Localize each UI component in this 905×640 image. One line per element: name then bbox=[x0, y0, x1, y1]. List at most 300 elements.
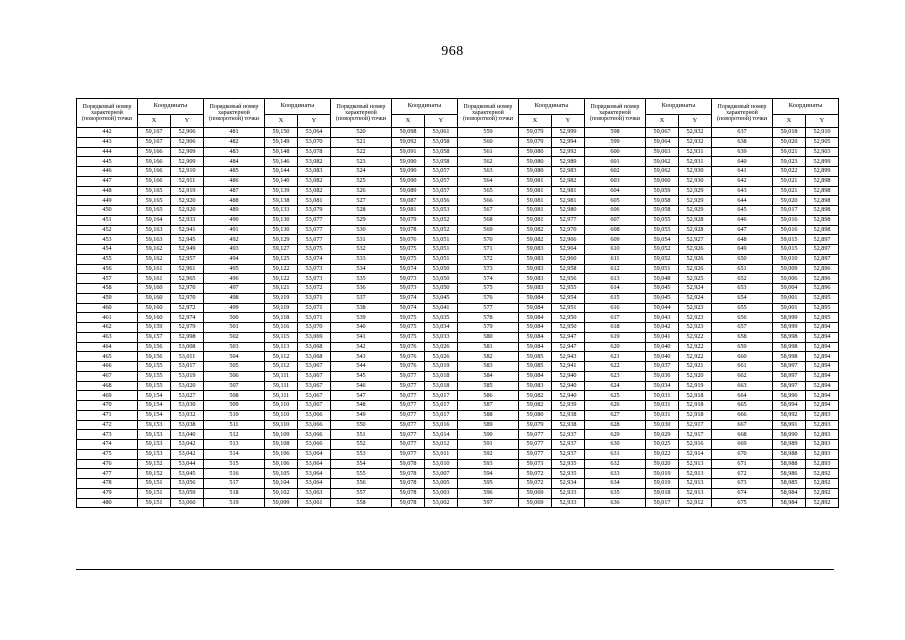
table-bottom-rule bbox=[76, 569, 834, 570]
table-row bbox=[77, 381, 839, 391]
y-cell: 53,050 bbox=[425, 284, 458, 294]
x-cell: 59,155 bbox=[138, 362, 171, 372]
x-cell: 59,130 bbox=[265, 215, 298, 225]
point-number-cell: 458 bbox=[77, 284, 138, 294]
point-number-cell: 491 bbox=[204, 225, 265, 235]
point-number-cell: 635 bbox=[585, 488, 646, 498]
x-cell: 59,116 bbox=[265, 323, 298, 333]
x-cell: 59,144 bbox=[265, 167, 298, 177]
point-number-cell: 656 bbox=[712, 313, 773, 323]
point-number-cell: 506 bbox=[204, 371, 265, 381]
point-number-cell: 467 bbox=[77, 371, 138, 381]
y-cell: 52,935 bbox=[552, 469, 585, 479]
y-cell: 52,894 bbox=[806, 342, 839, 352]
table-row bbox=[77, 410, 839, 420]
y-cell: 53,082 bbox=[298, 186, 331, 196]
table-row bbox=[77, 469, 839, 479]
point-number-cell: 636 bbox=[585, 498, 646, 508]
point-number-cell: 640 bbox=[712, 157, 773, 167]
point-number-cell: 595 bbox=[458, 479, 519, 489]
x-cell: 59,105 bbox=[265, 469, 298, 479]
x-cell: 59,077 bbox=[392, 430, 425, 440]
x-cell: 58,998 bbox=[773, 352, 806, 362]
table-header bbox=[77, 99, 839, 128]
x-cell: 59,092 bbox=[392, 137, 425, 147]
point-number-cell: 585 bbox=[458, 381, 519, 391]
y-cell: 52,951 bbox=[552, 303, 585, 313]
point-number-cell: 594 bbox=[458, 469, 519, 479]
header-coordinates: Координаты bbox=[392, 99, 458, 115]
point-number-cell: 621 bbox=[585, 352, 646, 362]
x-cell: 59,036 bbox=[646, 371, 679, 381]
point-number-cell: 626 bbox=[585, 401, 646, 411]
x-cell: 58,994 bbox=[773, 401, 806, 411]
y-cell: 53,071 bbox=[298, 313, 331, 323]
x-cell: 59,160 bbox=[138, 313, 171, 323]
x-cell: 58,984 bbox=[773, 488, 806, 498]
point-number-cell: 552 bbox=[331, 440, 392, 450]
x-cell: 58,991 bbox=[773, 420, 806, 430]
point-number-cell: 667 bbox=[712, 420, 773, 430]
y-cell: 52,964 bbox=[552, 245, 585, 255]
x-cell: 59,082 bbox=[519, 401, 552, 411]
y-cell: 52,913 bbox=[679, 469, 712, 479]
x-cell: 59,157 bbox=[138, 332, 171, 342]
x-cell: 59,075 bbox=[392, 332, 425, 342]
point-number-cell: 451 bbox=[77, 215, 138, 225]
x-cell: 59,048 bbox=[646, 274, 679, 284]
point-number-cell: 488 bbox=[204, 196, 265, 206]
x-cell: 59,111 bbox=[265, 371, 298, 381]
y-cell: 53,069 bbox=[298, 332, 331, 342]
x-cell: 59,113 bbox=[265, 342, 298, 352]
x-cell: 59,077 bbox=[519, 440, 552, 450]
point-number-cell: 588 bbox=[458, 410, 519, 420]
y-cell: 53,073 bbox=[298, 274, 331, 284]
y-cell: 52,919 bbox=[171, 186, 204, 196]
y-cell: 52,905 bbox=[806, 137, 839, 147]
table-row bbox=[77, 371, 839, 381]
table-row bbox=[77, 254, 839, 264]
point-number-cell: 605 bbox=[585, 196, 646, 206]
y-cell: 53,081 bbox=[298, 196, 331, 206]
y-cell: 53,058 bbox=[425, 157, 458, 167]
x-cell: 59,075 bbox=[392, 245, 425, 255]
y-cell: 53,067 bbox=[298, 371, 331, 381]
y-cell: 52,898 bbox=[806, 176, 839, 186]
y-cell: 52,894 bbox=[806, 391, 839, 401]
point-number-cell: 639 bbox=[712, 147, 773, 157]
y-cell: 53,051 bbox=[425, 245, 458, 255]
point-number-cell: 654 bbox=[712, 293, 773, 303]
y-cell: 52,921 bbox=[679, 362, 712, 372]
point-number-cell: 662 bbox=[712, 371, 773, 381]
point-number-cell: 449 bbox=[77, 196, 138, 206]
point-number-cell: 542 bbox=[331, 342, 392, 352]
x-cell: 59,077 bbox=[392, 410, 425, 420]
y-cell: 52,922 bbox=[679, 342, 712, 352]
point-number-cell: 614 bbox=[585, 284, 646, 294]
y-cell: 53,082 bbox=[298, 176, 331, 186]
point-number-cell: 518 bbox=[204, 488, 265, 498]
x-cell: 59,075 bbox=[392, 254, 425, 264]
point-number-cell: 450 bbox=[77, 206, 138, 216]
point-number-cell: 617 bbox=[585, 313, 646, 323]
header-y: Y bbox=[552, 115, 585, 128]
x-cell: 59,078 bbox=[392, 479, 425, 489]
y-cell: 53,052 bbox=[425, 225, 458, 235]
point-number-cell: 547 bbox=[331, 391, 392, 401]
y-cell: 52,893 bbox=[806, 430, 839, 440]
point-number-cell: 630 bbox=[585, 440, 646, 450]
x-cell: 59,146 bbox=[265, 157, 298, 167]
x-cell: 59,010 bbox=[773, 254, 806, 264]
y-cell: 53,071 bbox=[298, 293, 331, 303]
x-cell: 59,018 bbox=[773, 128, 806, 138]
table-row bbox=[77, 186, 839, 196]
header-x: X bbox=[265, 115, 298, 128]
y-cell: 53,017 bbox=[171, 362, 204, 372]
y-cell: 52,925 bbox=[679, 274, 712, 284]
x-cell: 59,019 bbox=[646, 479, 679, 489]
x-cell: 59,139 bbox=[265, 186, 298, 196]
x-cell: 59,001 bbox=[773, 303, 806, 313]
y-cell: 52,998 bbox=[171, 332, 204, 342]
y-cell: 52,957 bbox=[171, 254, 204, 264]
y-cell: 52,892 bbox=[806, 479, 839, 489]
y-cell: 53,050 bbox=[425, 264, 458, 274]
point-number-cell: 515 bbox=[204, 459, 265, 469]
y-cell: 52,933 bbox=[552, 488, 585, 498]
point-number-cell: 524 bbox=[331, 167, 392, 177]
y-cell: 53,032 bbox=[171, 410, 204, 420]
x-cell: 59,119 bbox=[265, 303, 298, 313]
x-cell: 59,162 bbox=[138, 245, 171, 255]
y-cell: 53,064 bbox=[298, 479, 331, 489]
x-cell: 59,149 bbox=[265, 137, 298, 147]
y-cell: 52,922 bbox=[679, 332, 712, 342]
y-cell: 52,920 bbox=[171, 206, 204, 216]
x-cell: 59,083 bbox=[519, 254, 552, 264]
y-cell: 52,947 bbox=[552, 342, 585, 352]
y-cell: 53,014 bbox=[425, 430, 458, 440]
y-cell: 52,923 bbox=[679, 303, 712, 313]
x-cell: 59,166 bbox=[138, 157, 171, 167]
y-cell: 52,897 bbox=[806, 254, 839, 264]
y-cell: 52,926 bbox=[679, 264, 712, 274]
header-coordinates: Координаты bbox=[265, 99, 331, 115]
x-cell: 59,077 bbox=[392, 449, 425, 459]
point-number-cell: 478 bbox=[77, 479, 138, 489]
header-coordinates: Координаты bbox=[773, 99, 839, 115]
x-cell: 59,159 bbox=[138, 323, 171, 333]
point-number-cell: 592 bbox=[458, 449, 519, 459]
y-cell: 52,932 bbox=[679, 128, 712, 138]
point-number-cell: 583 bbox=[458, 362, 519, 372]
point-number-cell: 644 bbox=[712, 196, 773, 206]
x-cell: 58,997 bbox=[773, 371, 806, 381]
point-number-cell: 569 bbox=[458, 225, 519, 235]
y-cell: 53,077 bbox=[298, 215, 331, 225]
y-cell: 52,897 bbox=[806, 235, 839, 245]
point-number-cell: 507 bbox=[204, 381, 265, 391]
point-number-cell: 670 bbox=[712, 449, 773, 459]
x-cell: 59,125 bbox=[265, 254, 298, 264]
y-cell: 52,919 bbox=[679, 381, 712, 391]
y-cell: 52,922 bbox=[679, 352, 712, 362]
point-number-cell: 529 bbox=[331, 215, 392, 225]
x-cell: 59,140 bbox=[265, 176, 298, 186]
x-cell: 59,153 bbox=[138, 440, 171, 450]
y-cell: 53,060 bbox=[171, 498, 204, 508]
x-cell: 59,087 bbox=[392, 196, 425, 206]
header-x: X bbox=[392, 115, 425, 128]
point-number-cell: 577 bbox=[458, 303, 519, 313]
x-cell: 59,162 bbox=[138, 254, 171, 264]
point-number-cell: 485 bbox=[204, 167, 265, 177]
y-cell: 53,008 bbox=[171, 342, 204, 352]
y-cell: 53,012 bbox=[425, 440, 458, 450]
y-cell: 53,077 bbox=[298, 225, 331, 235]
point-number-cell: 517 bbox=[204, 479, 265, 489]
x-cell: 59,119 bbox=[265, 293, 298, 303]
x-cell: 59,166 bbox=[138, 147, 171, 157]
y-cell: 52,894 bbox=[806, 362, 839, 372]
x-cell: 59,041 bbox=[646, 332, 679, 342]
x-cell: 59,118 bbox=[265, 313, 298, 323]
table-row bbox=[77, 303, 839, 313]
point-number-cell: 565 bbox=[458, 186, 519, 196]
y-cell: 52,931 bbox=[679, 157, 712, 167]
x-cell: 59,031 bbox=[646, 410, 679, 420]
x-cell: 59,102 bbox=[265, 488, 298, 498]
x-cell: 59,022 bbox=[646, 449, 679, 459]
y-cell: 52,909 bbox=[171, 147, 204, 157]
x-cell: 59,106 bbox=[265, 449, 298, 459]
y-cell: 52,917 bbox=[679, 420, 712, 430]
point-number-cell: 520 bbox=[331, 128, 392, 138]
x-cell: 59,161 bbox=[138, 274, 171, 284]
point-number-cell: 665 bbox=[712, 401, 773, 411]
y-cell: 53,057 bbox=[425, 167, 458, 177]
x-cell: 59,079 bbox=[519, 420, 552, 430]
x-cell: 59,160 bbox=[138, 293, 171, 303]
table-row bbox=[77, 245, 839, 255]
x-cell: 59,084 bbox=[519, 371, 552, 381]
y-cell: 53,040 bbox=[171, 430, 204, 440]
point-number-cell: 598 bbox=[585, 128, 646, 138]
point-number-cell: 521 bbox=[331, 137, 392, 147]
point-number-cell: 641 bbox=[712, 167, 773, 177]
x-cell: 59,023 bbox=[773, 157, 806, 167]
point-number-cell: 597 bbox=[458, 498, 519, 508]
y-cell: 53,059 bbox=[171, 488, 204, 498]
y-cell: 52,892 bbox=[806, 469, 839, 479]
y-cell: 53,067 bbox=[298, 362, 331, 372]
point-number-cell: 601 bbox=[585, 157, 646, 167]
point-number-cell: 540 bbox=[331, 323, 392, 333]
table-row bbox=[77, 391, 839, 401]
point-number-cell: 509 bbox=[204, 401, 265, 411]
x-cell: 59,052 bbox=[646, 245, 679, 255]
x-cell: 59,130 bbox=[265, 225, 298, 235]
point-number-cell: 562 bbox=[458, 157, 519, 167]
table-row bbox=[77, 498, 839, 508]
x-cell: 59,160 bbox=[138, 303, 171, 313]
y-cell: 52,999 bbox=[552, 128, 585, 138]
y-cell: 53,020 bbox=[171, 381, 204, 391]
x-cell: 59,110 bbox=[265, 420, 298, 430]
header-x: X bbox=[138, 115, 171, 128]
table-row bbox=[77, 352, 839, 362]
y-cell: 53,067 bbox=[298, 391, 331, 401]
point-number-cell: 573 bbox=[458, 264, 519, 274]
y-cell: 53,045 bbox=[425, 293, 458, 303]
y-cell: 53,068 bbox=[298, 342, 331, 352]
y-cell: 53,027 bbox=[171, 391, 204, 401]
y-cell: 53,018 bbox=[425, 381, 458, 391]
x-cell: 59,166 bbox=[138, 167, 171, 177]
point-number-cell: 658 bbox=[712, 332, 773, 342]
y-cell: 52,954 bbox=[552, 293, 585, 303]
point-number-cell: 462 bbox=[77, 323, 138, 333]
point-number-cell: 615 bbox=[585, 293, 646, 303]
point-number-cell: 523 bbox=[331, 157, 392, 167]
point-number-cell: 571 bbox=[458, 245, 519, 255]
point-number-cell: 510 bbox=[204, 410, 265, 420]
x-cell: 58,988 bbox=[773, 449, 806, 459]
x-cell: 59,031 bbox=[646, 391, 679, 401]
x-cell: 59,040 bbox=[646, 352, 679, 362]
x-cell: 59,044 bbox=[646, 303, 679, 313]
y-cell: 52,898 bbox=[806, 225, 839, 235]
point-number-cell: 651 bbox=[712, 264, 773, 274]
y-cell: 53,042 bbox=[171, 449, 204, 459]
x-cell: 59,099 bbox=[265, 498, 298, 508]
x-cell: 59,069 bbox=[519, 488, 552, 498]
y-cell: 52,961 bbox=[171, 264, 204, 274]
point-number-cell: 480 bbox=[77, 498, 138, 508]
x-cell: 59,164 bbox=[138, 215, 171, 225]
point-number-cell: 652 bbox=[712, 274, 773, 284]
y-cell: 52,992 bbox=[552, 147, 585, 157]
point-number-cell: 532 bbox=[331, 245, 392, 255]
y-cell: 53,051 bbox=[425, 235, 458, 245]
y-cell: 52,956 bbox=[552, 274, 585, 284]
y-cell: 52,894 bbox=[806, 381, 839, 391]
y-cell: 52,895 bbox=[806, 293, 839, 303]
point-number-cell: 584 bbox=[458, 371, 519, 381]
y-cell: 52,896 bbox=[806, 264, 839, 274]
x-cell: 59,163 bbox=[138, 235, 171, 245]
x-cell: 59,091 bbox=[392, 147, 425, 157]
point-number-cell: 661 bbox=[712, 362, 773, 372]
point-number-cell: 531 bbox=[331, 235, 392, 245]
point-number-cell: 616 bbox=[585, 303, 646, 313]
table-row bbox=[77, 196, 839, 206]
y-cell: 52,939 bbox=[552, 401, 585, 411]
y-cell: 52,896 bbox=[806, 284, 839, 294]
point-number-cell: 655 bbox=[712, 303, 773, 313]
header-coordinates: Координаты bbox=[138, 99, 204, 115]
x-cell: 59,153 bbox=[138, 430, 171, 440]
y-cell: 52,970 bbox=[171, 293, 204, 303]
point-number-cell: 471 bbox=[77, 410, 138, 420]
point-number-cell: 625 bbox=[585, 391, 646, 401]
y-cell: 53,079 bbox=[298, 206, 331, 216]
y-cell: 52,928 bbox=[679, 215, 712, 225]
y-cell: 53,003 bbox=[425, 488, 458, 498]
y-cell: 53,057 bbox=[425, 176, 458, 186]
point-number-cell: 563 bbox=[458, 167, 519, 177]
point-number-cell: 619 bbox=[585, 332, 646, 342]
y-cell: 53,066 bbox=[298, 430, 331, 440]
point-number-cell: 570 bbox=[458, 235, 519, 245]
x-cell: 59,167 bbox=[138, 137, 171, 147]
x-cell: 58,992 bbox=[773, 410, 806, 420]
x-cell: 59,077 bbox=[392, 440, 425, 450]
x-cell: 59,042 bbox=[646, 323, 679, 333]
y-cell: 52,898 bbox=[806, 196, 839, 206]
point-number-cell: 567 bbox=[458, 206, 519, 216]
y-cell: 52,920 bbox=[679, 371, 712, 381]
point-number-cell: 587 bbox=[458, 401, 519, 411]
x-cell: 59,083 bbox=[519, 381, 552, 391]
x-cell: 59,111 bbox=[265, 391, 298, 401]
table-row bbox=[77, 459, 839, 469]
x-cell: 58,996 bbox=[773, 391, 806, 401]
y-cell: 52,895 bbox=[806, 303, 839, 313]
y-cell: 53,073 bbox=[298, 264, 331, 274]
x-cell: 59,078 bbox=[392, 498, 425, 508]
x-cell: 59,016 bbox=[773, 225, 806, 235]
x-cell: 59,151 bbox=[138, 498, 171, 508]
point-number-cell: 574 bbox=[458, 274, 519, 284]
x-cell: 59,076 bbox=[392, 362, 425, 372]
y-cell: 53,017 bbox=[425, 401, 458, 411]
y-cell: 52,893 bbox=[806, 459, 839, 469]
x-cell: 59,074 bbox=[392, 293, 425, 303]
x-cell: 59,078 bbox=[392, 459, 425, 469]
point-number-cell: 476 bbox=[77, 459, 138, 469]
x-cell: 59,016 bbox=[773, 215, 806, 225]
point-number-cell: 503 bbox=[204, 342, 265, 352]
point-number-cell: 642 bbox=[712, 176, 773, 186]
y-cell: 52,938 bbox=[552, 410, 585, 420]
y-cell: 53,033 bbox=[425, 332, 458, 342]
y-cell: 52,896 bbox=[806, 274, 839, 284]
x-cell: 59,079 bbox=[519, 137, 552, 147]
y-cell: 52,938 bbox=[552, 420, 585, 430]
x-cell: 59,165 bbox=[138, 186, 171, 196]
y-cell: 53,068 bbox=[298, 352, 331, 362]
point-number-cell: 674 bbox=[712, 488, 773, 498]
point-number-cell: 522 bbox=[331, 147, 392, 157]
y-cell: 53,030 bbox=[171, 401, 204, 411]
x-cell: 59,167 bbox=[138, 128, 171, 138]
y-cell: 53,041 bbox=[425, 303, 458, 313]
x-cell: 59,079 bbox=[392, 215, 425, 225]
point-number-cell: 650 bbox=[712, 254, 773, 264]
y-cell: 53,056 bbox=[425, 196, 458, 206]
point-number-cell: 544 bbox=[331, 362, 392, 372]
y-cell: 53,017 bbox=[425, 391, 458, 401]
point-number-cell: 537 bbox=[331, 293, 392, 303]
header-point-number: Порядковый номер характерной (поворотной) точки bbox=[458, 99, 519, 128]
header-point-number: Порядковый номер характерной (поворотной) точки bbox=[712, 99, 773, 128]
y-cell: 52,937 bbox=[552, 430, 585, 440]
x-cell: 59,058 bbox=[646, 206, 679, 216]
